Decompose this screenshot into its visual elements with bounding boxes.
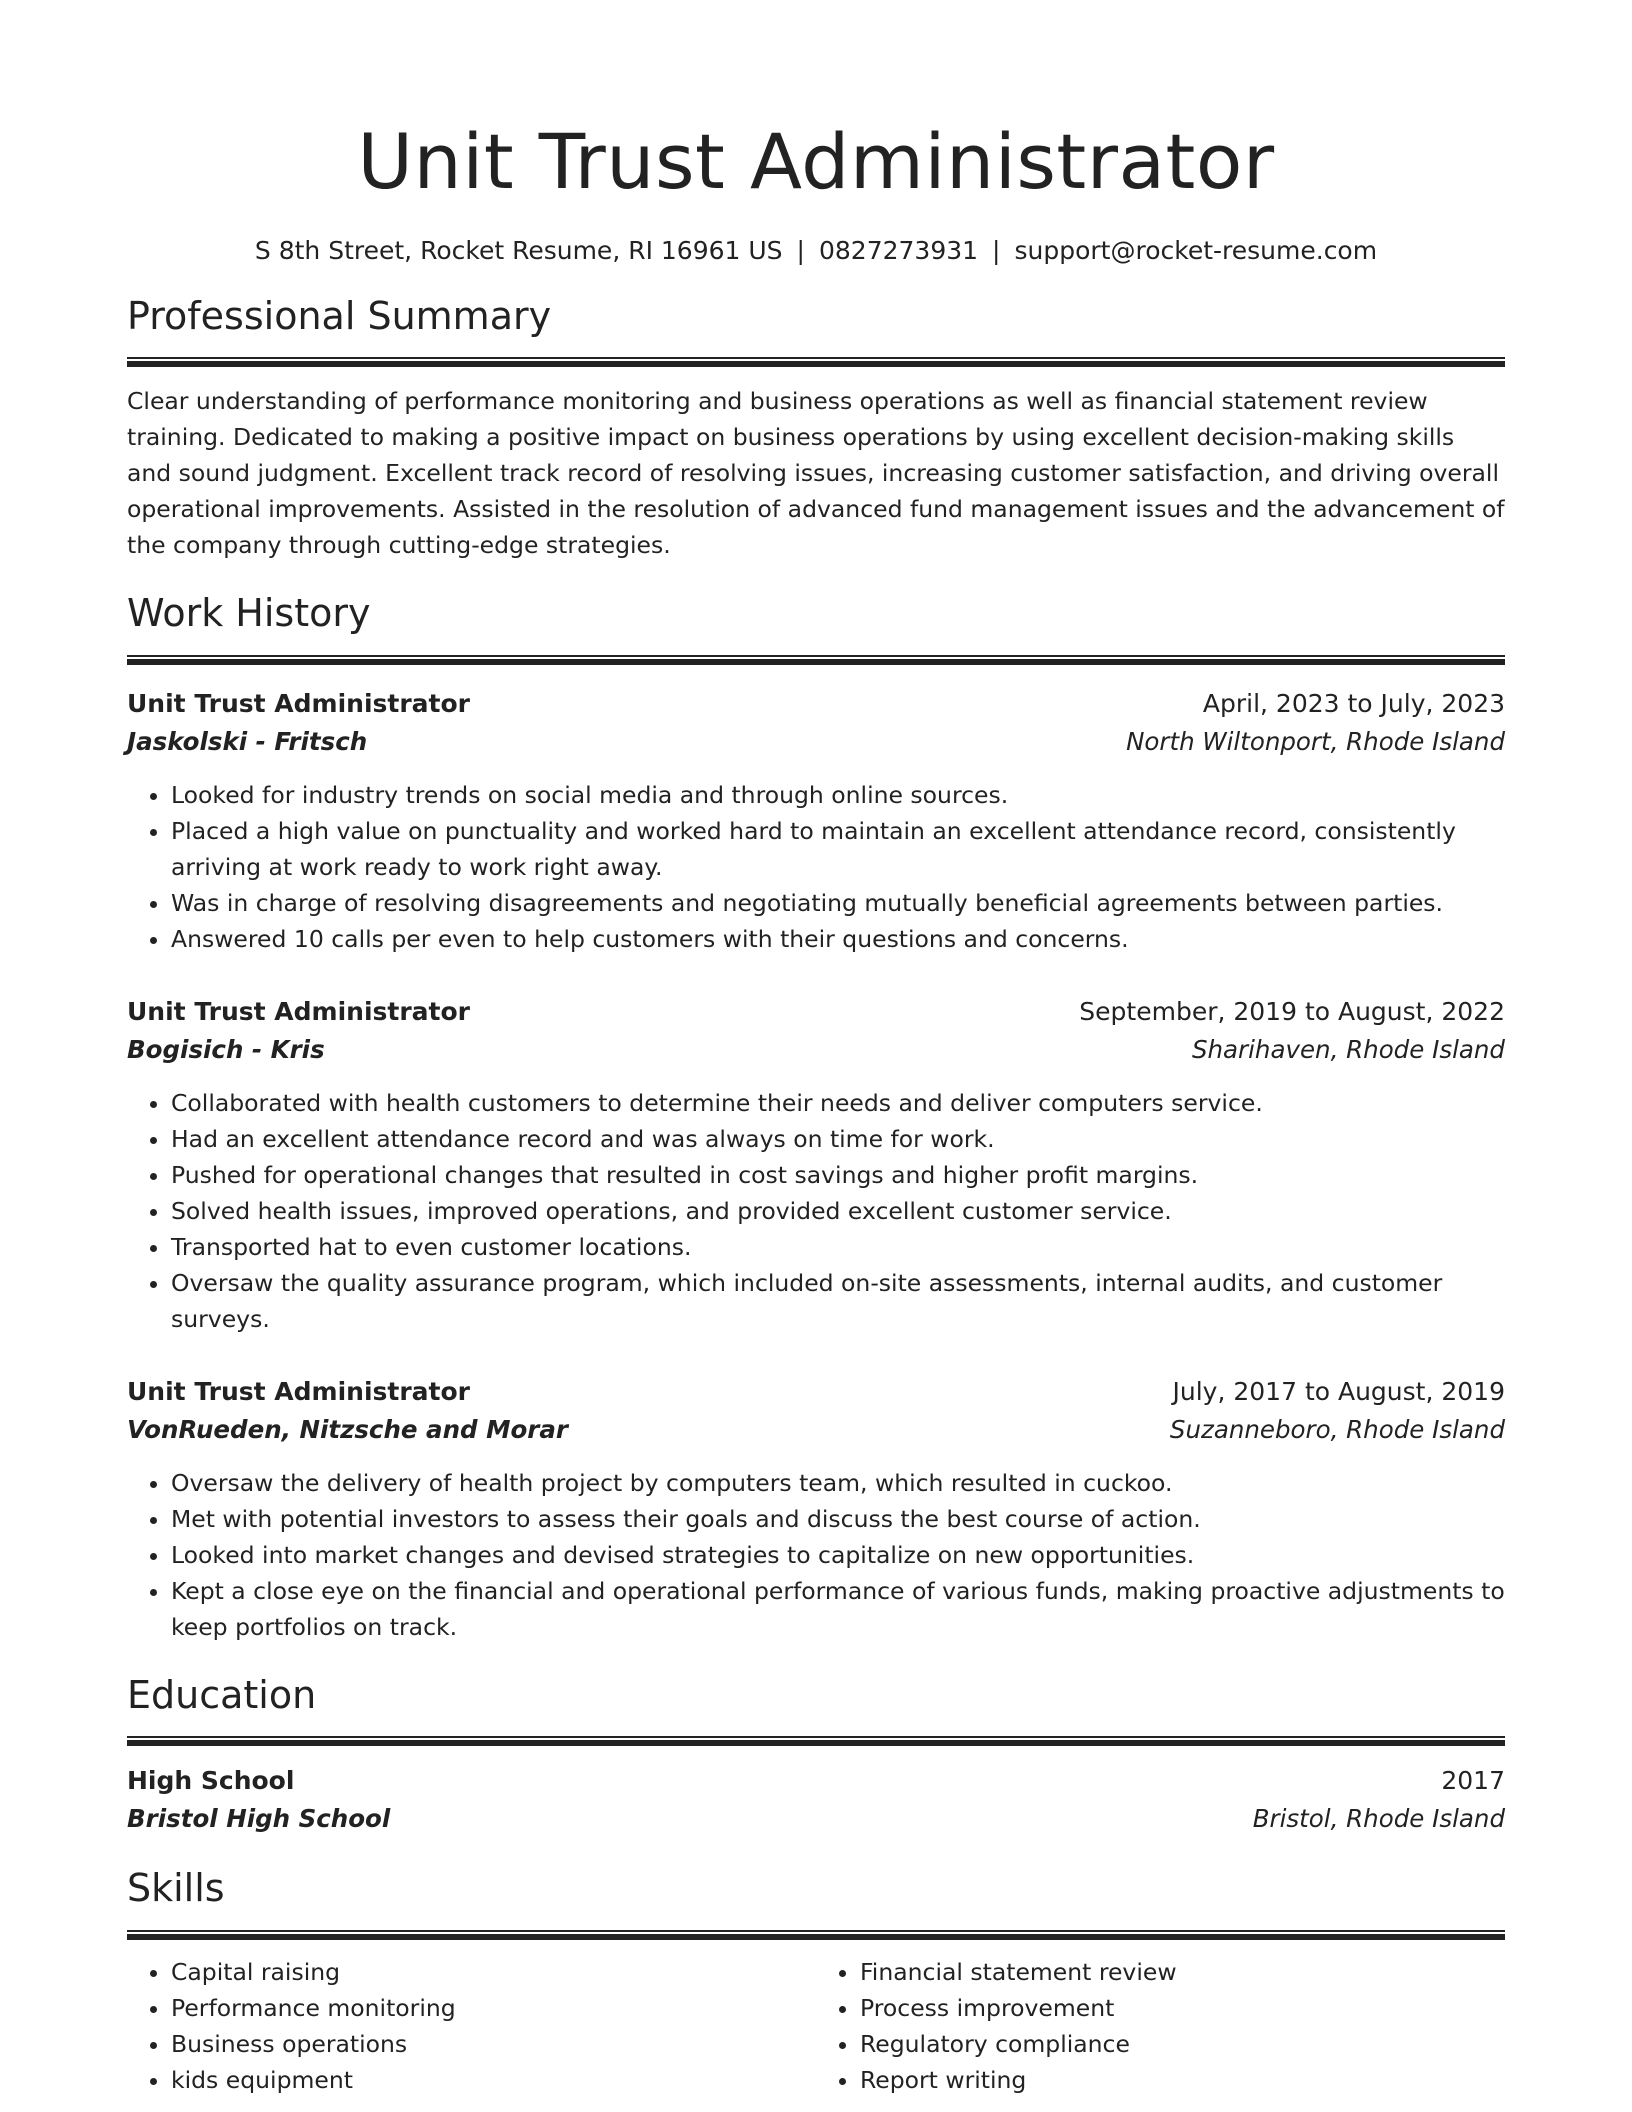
section-divider <box>127 357 1505 367</box>
job-bullet: • Solved health issues, improved operations, and provided excellent customer service. <box>171 1193 1505 1229</box>
job-title: Unit Trust Administrator <box>127 1376 471 1406</box>
skill-item: • Capital raising <box>171 1954 816 1990</box>
skill-item: • kids equipment <box>171 2062 816 2098</box>
contact-phone: 0827273931 <box>818 235 979 265</box>
job-entry <box>127 993 1505 1337</box>
job-bullets <box>127 777 1505 957</box>
summary-text: Clear understanding of performance monitoring and business operations as well as financial statement review training. Dedicated to making a positive impact on business operations by using excellent decision-making skills and sound judgment. Excellent track record of resolving issues, increasing customer satisfaction, and driving overall operational improvements. Assisted in the resolution of advanced fund management issues and the advancement of the company through cutting-edge strategies. <box>127 387 1505 560</box>
skill-item: • Regulatory compliance <box>860 2026 1505 2062</box>
job-bullets <box>127 1085 1505 1337</box>
work-history-section <box>127 591 1505 1645</box>
job-title: Unit Trust Administrator <box>127 688 471 718</box>
education-section <box>127 1673 1505 1839</box>
job-bullet: • Pushed for operational changes that resulted in cost savings and higher profit margins. <box>171 1157 1505 1193</box>
section-divider <box>127 1930 1505 1940</box>
section-title: Work History <box>127 591 371 636</box>
skill-item: • Performance monitoring <box>171 1990 816 2026</box>
section-title: Education <box>127 1672 317 1717</box>
job-location: Suzanneboro, Rhode Island <box>1169 1414 1505 1444</box>
education-location: Bristol, Rhode Island <box>1252 1804 1505 1834</box>
skills-columns <box>127 1954 1505 2098</box>
skill-item: • Financial statement review <box>860 1954 1505 1990</box>
skills-left-column <box>127 1954 816 2098</box>
skills-section <box>127 1866 1505 2098</box>
job-company: Jaskolski - Fritsch <box>127 726 368 756</box>
job-bullet: • Collaborated with health customers to determine their needs and deliver computers service. <box>171 1085 1505 1121</box>
job-bullet: • Placed a high value on punctuality and worked hard to maintain an excellent attendance record, consistently arriving at work ready to work right away. <box>171 813 1505 885</box>
job-dates: July, 2017 to August, 2019 <box>1172 1376 1505 1406</box>
job-title: Unit Trust Administrator <box>127 996 471 1026</box>
job-location: North Wiltonport, Rhode Island <box>1126 726 1505 756</box>
education-school: Bristol High School <box>127 1804 391 1834</box>
contact-address: S 8th Street, Rocket Resume, RI 16961 US <box>254 235 783 265</box>
education-entry <box>127 1762 1505 1838</box>
section-title: Professional Summary <box>127 293 552 338</box>
job-bullet: • Looked into market changes and devised strategies to capitalize on new opportunities. <box>171 1537 1505 1573</box>
job-bullet: • Oversaw the quality assurance program, which included on-site assessments, internal audits, and customer surveys. <box>171 1265 1505 1337</box>
section-divider <box>127 655 1505 665</box>
job-bullet: • Looked for industry trends on social media and through online sources. <box>171 777 1505 813</box>
job-entry <box>127 685 1505 957</box>
job-bullet: • Answered 10 calls per even to help customers with their questions and concerns. <box>171 921 1505 957</box>
job-bullet: • Had an excellent attendance record and was always on time for work. <box>171 1121 1505 1157</box>
job-bullet: • Was in charge of resolving disagreements and negotiating mutually beneficial agreements between parties. <box>171 885 1505 921</box>
job-dates: September, 2019 to August, 2022 <box>1079 996 1505 1026</box>
job-bullet: • Kept a close eye on the financial and operational performance of various funds, making proactive adjustments to keep portfolios on track. <box>171 1573 1505 1645</box>
job-location: Sharihaven, Rhode Island <box>1191 1034 1505 1064</box>
job-dates: April, 2023 to July, 2023 <box>1202 688 1505 718</box>
contact-email: support@rocket-resume.com <box>1014 235 1378 265</box>
education-degree: High School <box>127 1766 295 1796</box>
contact-separator: | <box>992 235 1001 265</box>
contact-separator: | <box>796 235 805 265</box>
skills-right-column <box>816 1954 1505 2098</box>
jobs-list <box>127 685 1505 1645</box>
skill-item: • Process improvement <box>860 1990 1505 2026</box>
job-bullets <box>127 1465 1505 1645</box>
job-company: Bogisich - Kris <box>127 1034 325 1064</box>
job-bullet: • Oversaw the delivery of health project by computers team, which resulted in cuckoo. <box>171 1465 1505 1501</box>
job-bullet: • Transported hat to even customer locations. <box>171 1229 1505 1265</box>
resume-name: Unit Trust Administrator <box>357 117 1275 206</box>
job-bullet: • Met with potential investors to assess their goals and discuss the best course of action. <box>171 1501 1505 1537</box>
skill-item: • Business operations <box>171 2026 816 2062</box>
job-entry <box>127 1373 1505 1645</box>
section-title: Skills <box>127 1866 225 1911</box>
professional-summary-section <box>127 294 1505 564</box>
contact-line <box>127 236 1505 266</box>
job-company: VonRueden, Nitzsche and Morar <box>127 1414 568 1444</box>
skill-item: • Report writing <box>860 2062 1505 2098</box>
education-year: 2017 <box>1441 1766 1505 1796</box>
section-divider <box>127 1736 1505 1746</box>
